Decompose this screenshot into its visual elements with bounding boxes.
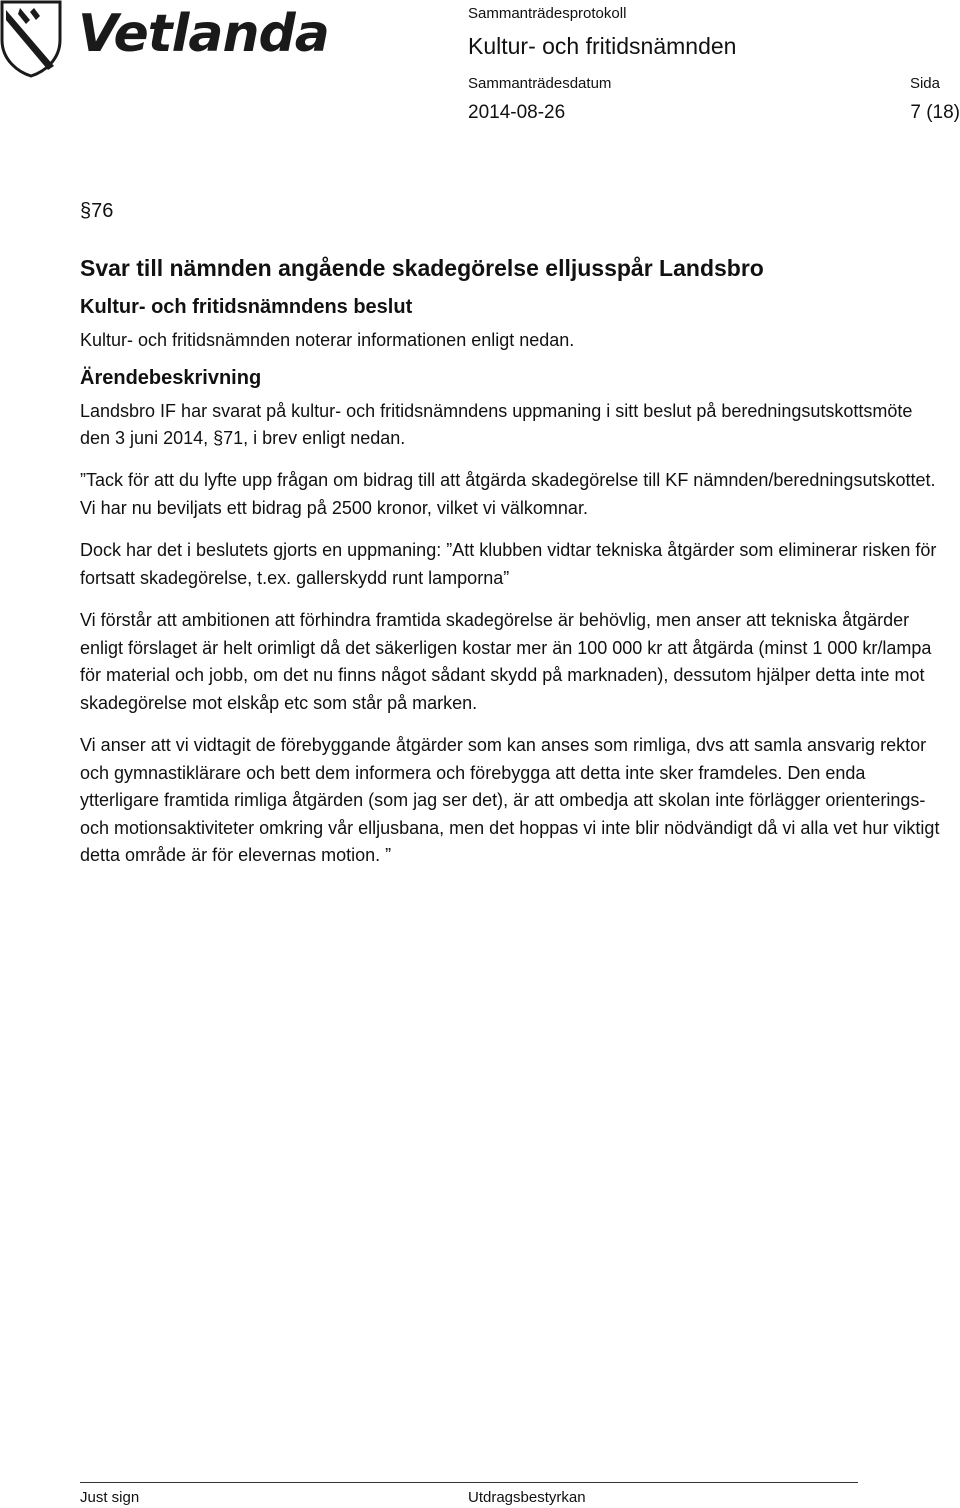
extract-certification-label: Utdragsbestyrkan (468, 1489, 586, 1506)
logo-wordmark: Vetlanda (78, 4, 329, 64)
description-heading: Ärendebeskrivning (80, 367, 262, 389)
initials-label: Just sign (80, 1489, 140, 1506)
page-number: 7 (18) (910, 102, 960, 123)
section-number: §76 (80, 200, 114, 222)
meeting-date-label: Sammanträdesdatum (468, 75, 612, 92)
letter-paragraph: Vi förstår att ambitionen att förhindra framtida skadegörelse är behövlig, men anser att tekniska åtgärder enligt förslaget är helt orimligt då det säkerligen kostar mer än 100 000 kr att åtgärda (minst 1 000 kr/lampa för material och jobb, om det nu finns något sådant skydd på marknaden), dessutom hjälper detta inte mot skadegörelse mot elskåp etc som står på marken. (80, 610, 932, 713)
meeting-date: 2014-08-26 (468, 102, 566, 123)
description-text: Landsbro IF har svarat på kultur- och fritidsnämndens uppmaning i sitt beslut på beredningsutskottsmöte den 3 juni 2014, §71, i brev enligt nedan. (80, 401, 913, 448)
letter-paragraph: Vi anser att vi vidtagit de förebyggande åtgärder som kan anses som rimliga, dvs att samla ansvarig rektor och gymnastiklärare och bett dem informera och förebygga att detta inte sker framdeles. Den enda ytterligare framtida rimliga åtgärden (som jag ser det), är att ombedja att skolan inte förlägger orienterings- och motionsaktiviteter omkring vår elljusbana, men det hoppas vi inte blir nödvändigt då vi alla vet hur viktigt detta område är för elevernas motion. ” (80, 735, 940, 865)
decision-text: Kultur- och fritidsnämnden noterar informationen enligt nedan. (80, 330, 575, 350)
protocol-label: Sammanträdesprotokoll (468, 5, 627, 22)
letter-paragraph: Dock har det i beslutets gjorts en uppmaning: ”Att klubben vidtar tekniska åtgärder som eliminerar risken för fortsatt skadegörelse, t.ex. gallerskydd runt lamporna” (80, 540, 937, 588)
section-title: Svar till nämnden angående skadegörelse elljusspår Landsbro (80, 255, 764, 281)
coat-of-arms-icon (0, 0, 62, 78)
page-label: Sida (909, 75, 940, 92)
committee-name: Kultur- och fritidsnämnden (468, 33, 737, 59)
document-body (80, 198, 940, 870)
decision-heading: Kultur- och fritidsnämndens beslut (80, 296, 413, 318)
letter-paragraph: ”Tack för att du lyfte upp frågan om bidrag till att åtgärda skadegörelse till KF nämnden/beredningsutskottet. Vi har nu beviljats ett bidrag på 2500 kronor, vilket vi välkomnar. (80, 470, 936, 518)
footer-divider (80, 1482, 858, 1483)
